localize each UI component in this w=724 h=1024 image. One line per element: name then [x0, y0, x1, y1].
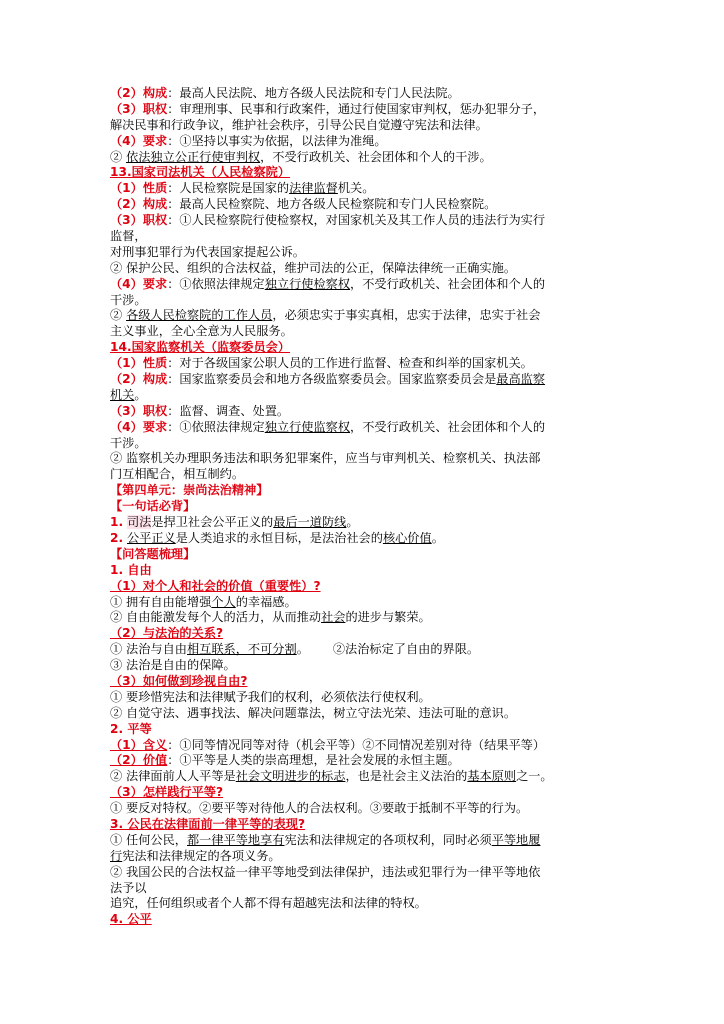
body-text: ：国家监察委员会和地方各级监察委员会。国家监察委员会是 [167, 372, 497, 387]
body-text: ：最高人民检察院、地方各级人民检察院和专门人民检察院。 [167, 197, 497, 212]
heading-text: 13.国家司法机关（人民检察院） [110, 165, 291, 180]
body-text: 之一。 [516, 769, 553, 784]
body-text: ：监督、调查、处置。 [167, 403, 290, 418]
heading-text: （3）职权 [110, 101, 168, 116]
text-line [110, 531, 615, 547]
body-text: 独立行使检察权 [264, 276, 351, 291]
body-text: 监督， [110, 229, 147, 244]
body-text: 平等地履 [491, 832, 541, 847]
heading-text: 2. 平等 [110, 721, 152, 736]
body-text: 最后一道防线 [273, 515, 347, 530]
body-text: 行 [110, 848, 123, 863]
heading-text: （3）职权 [110, 213, 168, 228]
text-line [110, 642, 615, 658]
text-line [110, 865, 615, 881]
heading-text: （2）构成 [110, 372, 168, 387]
body-text: ③ 法治是自由的保障。 [110, 658, 236, 673]
heading-text: 2. [110, 530, 124, 545]
text-line [110, 817, 615, 833]
text-line [110, 547, 615, 563]
body-text: ，也是社会主义法治的 [345, 769, 468, 784]
heading-text: （4）要求 [110, 419, 168, 434]
heading-text: （1）对个人和社会的价值（重要性）? [110, 578, 321, 593]
heading-text: 1. [110, 515, 124, 530]
text-line [110, 293, 615, 309]
body-text: 社会 [321, 610, 346, 625]
body-text: 核心价值 [382, 530, 432, 545]
body-text: 个人 [211, 594, 236, 609]
body-text: 都一律平等地享有 [187, 832, 285, 847]
heading-text: 3. 公民在法律面前一律平等的表现? [110, 816, 306, 831]
body-text: ，不受行政机关、社会团体和个人的 [350, 419, 546, 434]
text-line [110, 308, 615, 324]
body-text: ②法治标定了自由的界限。 [332, 642, 480, 657]
text-line [110, 801, 615, 817]
body-text: ② 自由能激发每个人的活力，从而推动 [110, 610, 322, 625]
body-text: 的进步与繁荣。 [345, 610, 431, 625]
heading-text: （1）性质 [110, 181, 168, 196]
body-text: 宪法和法律规定的各项义务。 [122, 848, 281, 863]
text-line [110, 404, 615, 420]
body-text: 法律监督 [289, 181, 338, 196]
text-line [110, 881, 615, 897]
text-line [110, 102, 615, 118]
heading-text: （3）职权 [110, 403, 168, 418]
text-line [110, 912, 615, 928]
heading-text: （4）要求 [110, 133, 168, 148]
body-text: 。 [346, 515, 359, 530]
text-line [110, 388, 615, 404]
heading-text: （1）含义 [110, 737, 168, 752]
body-text: ：①依照法律规定 [167, 419, 265, 434]
body-text: 各级人民检察院的工作人员 [126, 308, 273, 323]
body-text: 。 [296, 642, 309, 657]
body-text: 机关 [110, 387, 135, 402]
body-text: 主义事业，全心全意为人民服务。 [110, 324, 293, 339]
text-line [110, 849, 615, 865]
body-text: ：①坚持以事实为依据，以法律为准绳。 [167, 133, 387, 148]
text-line [110, 690, 615, 706]
body-text: 干涉。 [110, 292, 147, 307]
body-text: 公平正义 [127, 530, 176, 545]
text-line [110, 197, 615, 213]
body-text: 依法独立公正行使审判权 [126, 149, 261, 164]
text-line [110, 563, 615, 579]
body-text: 追究，任何组织或者个人都不得有超越宪法和法律的特权。 [110, 896, 427, 911]
body-text: ，不受行政机关、社会团体和个人的 [350, 276, 546, 291]
text-line [110, 626, 615, 642]
body-text: 是捍卫社会公平正义的 [151, 515, 274, 530]
body-text: 解决民事和行政争议，维护社会秩序，引导公民自觉遵守宪法和法律。 [110, 117, 488, 132]
body-text: 基本原则 [467, 769, 517, 784]
body-text: ：①同等情况同等对待（机会平等）②不同情况差别对待（结果平等） [167, 737, 546, 752]
text-line [110, 833, 615, 849]
body-text: 。 [134, 387, 147, 402]
text-line [110, 420, 615, 436]
body-text: ：最高人民法院、地方各级人民法院和专门人民法院。 [167, 86, 460, 100]
body-text: 。 [431, 530, 444, 545]
heading-text: 【问答题梳理】 [110, 546, 196, 561]
body-text: ：审理刑事、民事和行政案件，通过行使国家审判权，惩办犯罪分子， [167, 101, 546, 116]
text-line [110, 738, 615, 754]
body-text: 最高监察 [496, 372, 546, 387]
text-line [110, 658, 615, 674]
body-text: ，不受行政机关、社会团体和个人的干涉。 [260, 149, 492, 164]
text-line [110, 785, 615, 801]
text-line [110, 515, 615, 531]
text-line [110, 706, 615, 722]
body-text: ：①依照法律规定 [167, 276, 265, 291]
body-text: ② [110, 149, 127, 164]
body-text: ② 监察机关办理职务违法和职务犯罪案件，应当与审判机关、检察机关、执法部 [110, 451, 541, 466]
body-text: ① 要珍惜宪法和法律赋予我们的权利，必须依法行使权利。 [110, 689, 431, 704]
body-text: 是人类追求的永恒目标，是法治社会的 [175, 530, 383, 545]
heading-text: （3）怎样践行平等? [110, 785, 224, 800]
body-text: 宪法和法律规定的各项权利，同时必须 [284, 832, 492, 847]
body-text: ：对于各级国家公职人员的工作进行监督、检查和纠举的国家机关。 [167, 356, 533, 371]
text-line [110, 451, 615, 467]
body-text: ：①平等是人类的崇高理想，是社会发展的永恒主题。 [167, 753, 460, 768]
body-text: ：人民检察院是国家的 [167, 181, 290, 196]
body-text: 社会文明进步的标志 [235, 769, 346, 784]
text-line [110, 467, 615, 483]
body-text: ② [110, 308, 127, 323]
text-line [110, 340, 615, 356]
text-line [110, 118, 615, 134]
text-line [110, 896, 615, 912]
text-line [110, 436, 615, 452]
text-line [110, 261, 615, 277]
text-line [110, 499, 615, 515]
text-line [110, 165, 615, 181]
heading-text: （1）性质 [110, 356, 168, 371]
body-text: ① 任何公民， [110, 832, 187, 847]
text-line [110, 213, 615, 229]
text-line [110, 595, 615, 611]
heading-text: （2）与法治的关系? [110, 626, 224, 641]
text-line [110, 277, 615, 293]
text-line [110, 229, 615, 245]
heading-text: （2）构成 [110, 197, 168, 212]
body-text: ，必须忠实于事实真相，忠实于法律，忠实于社会 [272, 308, 541, 323]
text-line [110, 181, 615, 197]
heading-text: （3）如何做到珍视自由? [110, 673, 248, 688]
body-text: ② 保护公民、组织的合法权益，维护司法的公正，保障法律统一正确实施。 [110, 260, 517, 275]
text-line [110, 150, 615, 166]
body-text: 门互相配合，相互制约。 [110, 467, 245, 482]
body-text: ① 法治与自由 [110, 642, 187, 657]
heading-text: （2）构成 [110, 86, 168, 100]
heading-text: 4. 公平 [110, 912, 152, 927]
body-text: 干涉。 [110, 435, 147, 450]
text-line [110, 372, 615, 388]
heading-text: （4）要求 [110, 276, 168, 291]
text-line [110, 674, 615, 690]
heading-text: 【一句话必背】 [110, 499, 196, 514]
body-text: 相互联系，不可分割 [187, 642, 297, 657]
text-line [110, 483, 615, 499]
text-line [110, 753, 615, 769]
text-line [110, 86, 615, 102]
body-text: 的幸福感。 [235, 594, 297, 609]
body-text: ① 拥有自由能增强 [110, 594, 212, 609]
text-line [110, 579, 615, 595]
body-text: 独立行使监察权 [264, 419, 351, 434]
heading-text: 【第四单元：崇尚法治精神】 [110, 483, 269, 498]
document-body [110, 86, 615, 928]
body-text: 对刑事犯罪行为代表国家提起公诉。 [110, 244, 305, 259]
heading-text: （2）价值 [110, 753, 168, 768]
body-text: ① 要反对特权。②要平等对待他人的合法权利。③要敢于抵制不平等的行为。 [110, 801, 529, 816]
heading-text: 14.国家监察机关（监察委员会） [110, 340, 291, 355]
text-line [110, 134, 615, 150]
text-line [110, 245, 615, 261]
text-line [110, 356, 615, 372]
body-text: ② 法律面前人人平等是 [110, 769, 236, 784]
body-text: 司法 [127, 515, 152, 530]
text-line [110, 610, 615, 626]
text-line [110, 324, 615, 340]
body-text: 机关。 [337, 181, 375, 196]
body-text: ② 我国公民的合法权益一律平等地受到法律保护，违法或犯罪行为一律平等地依 [110, 864, 541, 879]
body-text: 法予以 [110, 880, 147, 895]
body-text: ：①人民检察院行使检察权，对国家机关及其工作人员的违法行为实行 [167, 213, 546, 228]
heading-text: 1. 自由 [110, 562, 152, 577]
text-line [110, 722, 615, 738]
body-text: ② 自觉守法、遇事找法、解决问题靠法，树立守法光荣、违法可耻的意识。 [110, 705, 517, 720]
text-line [110, 769, 615, 785]
